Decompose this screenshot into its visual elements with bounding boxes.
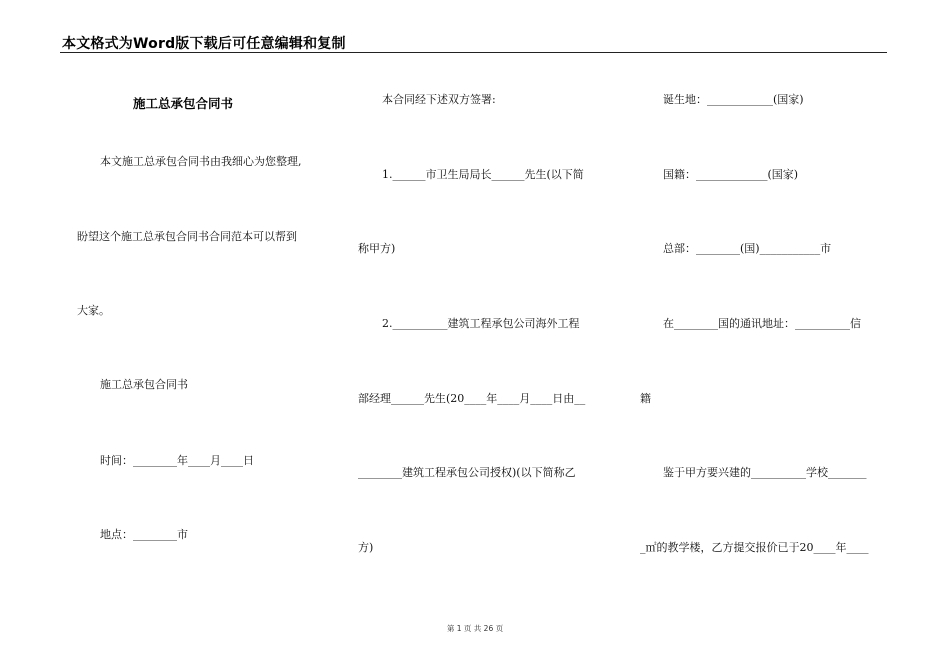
middle-line-7: 方)	[358, 541, 374, 554]
middle-line-2: 1.______市卫生局局长______先生(以下简	[382, 168, 584, 181]
header-divider	[60, 52, 887, 53]
document-title: 施工总承包合同书	[133, 96, 234, 111]
right-line-1: 诞生地：____________(国家)	[663, 93, 804, 106]
right-line-6: 鉴于甲方要兴建的__________学校_______	[663, 466, 867, 479]
left-line-1: 本文施工总承包合同书由我细心为您整理,	[100, 155, 302, 168]
middle-line-1: 本合同经下述双方签署:	[382, 93, 496, 106]
middle-line-3: 称甲方)	[358, 242, 396, 255]
left-line-2: 盼望这个施工总承包合同书合同范本可以帮到	[77, 230, 297, 243]
right-line-4: 在________国的通讯地址：__________信	[663, 317, 861, 330]
right-line-7: _㎡的教学楼，乙方提交报价已于20____年____	[640, 541, 869, 554]
right-line-3: 总部：________(国)___________市	[663, 242, 832, 255]
document-header: 本文格式为Word版下载后可任意编辑和复制	[62, 36, 346, 52]
right-line-2: 国籍：_____________(国家)	[663, 168, 799, 181]
left-line-5: 时间：________年____月____日	[100, 454, 254, 467]
middle-line-4: 2.__________建筑工程承包公司海外工程	[382, 317, 580, 330]
middle-line-6: ________建筑工程承包公司授权)(以下简称乙	[358, 466, 576, 479]
page-number: 第 1 页 共 26 页	[446, 624, 504, 633]
right-line-5: 籍	[640, 392, 651, 405]
middle-line-5: 部经理______先生(20____年____月____日由__	[358, 392, 586, 405]
left-line-6: 地点：________市	[100, 528, 188, 541]
left-line-4: 施工总承包合同书	[100, 378, 188, 391]
left-line-3: 大家。	[77, 304, 110, 317]
